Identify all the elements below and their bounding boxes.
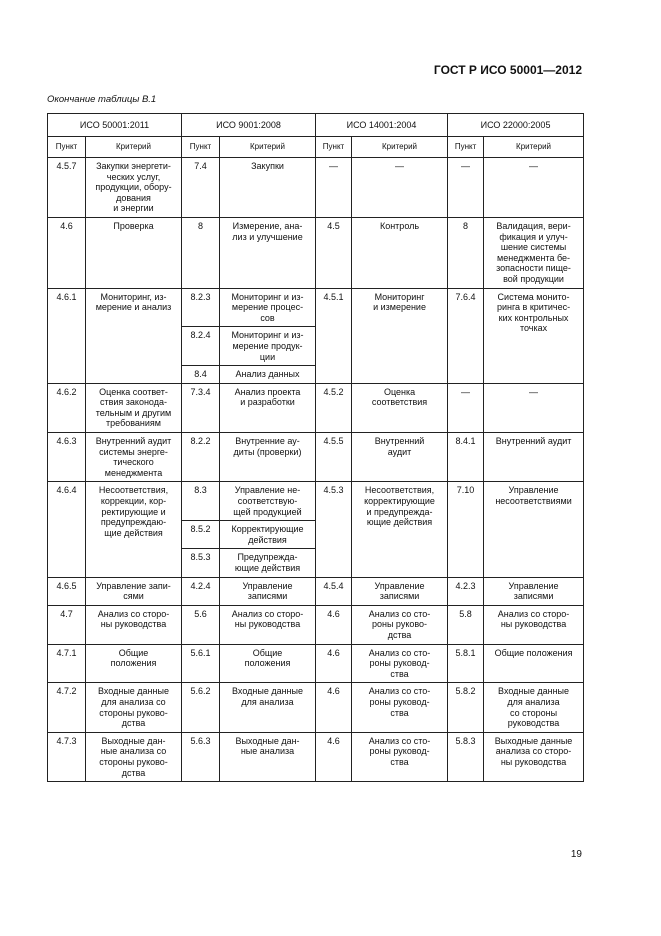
table-row	[48, 644, 584, 683]
cell: Несоответствия, корректирующие и предупрежда- ющие действия	[352, 482, 448, 577]
cell: Предупрежда- ющие действия	[220, 549, 316, 577]
cell: —	[448, 158, 484, 218]
cell: 4.6.2	[48, 383, 86, 432]
table-row	[48, 383, 584, 432]
cell: 4.6	[316, 605, 352, 644]
cell: Выходные дан- ные анализа	[220, 732, 316, 781]
subheader-clause: Пункт	[182, 137, 220, 158]
cell: 8.2.2	[182, 433, 220, 482]
cell: 5.8	[448, 605, 484, 644]
cell: Валидация, вери- фикация и улуч- шение системы менеджмента бе- зопасности пище- вой продукции	[484, 217, 584, 288]
cell: 4.6.5	[48, 577, 86, 605]
cell: 4.7	[48, 605, 86, 644]
cell: 4.6.3	[48, 433, 86, 482]
group-header-iso14001: ИСО 14001:2004	[316, 114, 448, 137]
cell: 8.2.4	[182, 327, 220, 366]
cell: 4.6	[316, 644, 352, 683]
cell: 8.2.3	[182, 288, 220, 327]
cell: Внутренний аудит системы энерге- тического менеджмента	[86, 433, 182, 482]
cell: Внутренний аудит	[352, 433, 448, 482]
cell: Анализ со сторо- ны руководства	[86, 605, 182, 644]
cell: Контроль	[352, 217, 448, 288]
cell: —	[448, 383, 484, 432]
cell: Управление не- соответствую- щей продукцией	[220, 482, 316, 521]
cell: 5.6.1	[182, 644, 220, 683]
cell: 5.8.1	[448, 644, 484, 683]
cell: Общие положения	[86, 644, 182, 683]
cell: —	[484, 158, 584, 218]
cell: Анализ со сторо- ны руководства	[484, 605, 584, 644]
cell: 4.7.3	[48, 732, 86, 781]
cell: 5.6.3	[182, 732, 220, 781]
cell: Мониторинг, из- мерение и анализ	[86, 288, 182, 383]
table-row	[48, 732, 584, 781]
cell: Закупки энергети- ческих услуг, продукции, обору- дования и энергии	[86, 158, 182, 218]
cell: —	[484, 383, 584, 432]
cell: 4.6	[48, 217, 86, 288]
cell: Оценка соответствия	[352, 383, 448, 432]
cell: Управление записями	[220, 577, 316, 605]
cell: 4.5.4	[316, 577, 352, 605]
cell: 4.7.1	[48, 644, 86, 683]
cell: 8.3	[182, 482, 220, 521]
cell: 5.6.2	[182, 683, 220, 732]
cell: 4.5.3	[316, 482, 352, 577]
cell: —	[316, 158, 352, 218]
subheader-criterion: Критерий	[220, 137, 316, 158]
cell: 4.2.3	[448, 577, 484, 605]
cell: Анализ проекта и разработки	[220, 383, 316, 432]
cell: 4.5.7	[48, 158, 86, 218]
cell: Анализ со сто- роны руковод- ства	[352, 732, 448, 781]
cell: 8.5.3	[182, 549, 220, 577]
cell: Управление несоответствиями	[484, 482, 584, 577]
cell: 5.8.3	[448, 732, 484, 781]
cell: Управление записями	[484, 577, 584, 605]
cell: Оценка соответ- ствия законода- тельным и другим требованиям	[86, 383, 182, 432]
subheader-clause: Пункт	[316, 137, 352, 158]
cell: Анализ данных	[220, 366, 316, 384]
subheader-criterion: Критерий	[86, 137, 182, 158]
table-row	[48, 158, 584, 218]
cell: Несоответствия, коррекции, кор- ректирующие и предупреждаю- щие действия	[86, 482, 182, 577]
cell: Мониторинг и из- мерение процес- сов	[220, 288, 316, 327]
page-number: 19	[570, 849, 582, 860]
cell: Измерение, ана- лиз и улучшение	[220, 217, 316, 288]
table-row	[48, 217, 584, 288]
cell: Управление запи- сями	[86, 577, 182, 605]
cell: Входные данные для анализа со стороны руково- дства	[86, 683, 182, 732]
cell: 4.5.1	[316, 288, 352, 383]
cell: Анализ со сто- роны руковод- ства	[352, 683, 448, 732]
table-row	[48, 577, 584, 605]
cell: 4.5.2	[316, 383, 352, 432]
cell: Корректирующие действия	[220, 521, 316, 549]
document-id: ГОСТ Р ИСО 50001—2012	[433, 63, 582, 77]
table-caption: Окончание таблицы В.1	[47, 94, 157, 105]
cell: Входные данные для анализа	[220, 683, 316, 732]
cell: Анализ со сторо- ны руководства	[220, 605, 316, 644]
cell: 5.8.2	[448, 683, 484, 732]
cell: 4.6.1	[48, 288, 86, 383]
cell: Управление записями	[352, 577, 448, 605]
cell: Общие положения	[484, 644, 584, 683]
cell: 4.6.4	[48, 482, 86, 577]
cell: Анализ со сто- роны руковод- ства	[352, 644, 448, 683]
subheader-clause: Пункт	[48, 137, 86, 158]
cell: 4.7.2	[48, 683, 86, 732]
cell: 5.6	[182, 605, 220, 644]
cell: 8.4	[182, 366, 220, 384]
cell: 4.6	[316, 683, 352, 732]
cell: Проверка	[86, 217, 182, 288]
cell: 4.5.5	[316, 433, 352, 482]
cell: 7.10	[448, 482, 484, 577]
cell: 8.4.1	[448, 433, 484, 482]
subheader-criterion: Критерий	[484, 137, 584, 158]
cell: Общие положения	[220, 644, 316, 683]
cell: Выходные дан- ные анализа со стороны руково- дства	[86, 732, 182, 781]
table-row	[48, 288, 584, 327]
cell: Внутренние ау- диты (проверки)	[220, 433, 316, 482]
subheader-clause: Пункт	[448, 137, 484, 158]
cell: 4.5	[316, 217, 352, 288]
cell: Мониторинг и измерение	[352, 288, 448, 383]
group-header-iso22000: ИСО 22000:2005	[448, 114, 584, 137]
group-header-iso50001: ИСО 50001:2011	[48, 114, 182, 137]
cell: Анализ со сто- роны руково- дства	[352, 605, 448, 644]
cell: Внутренний аудит	[484, 433, 584, 482]
cell: 8.5.2	[182, 521, 220, 549]
cell: Мониторинг и из- мерение продук- ции	[220, 327, 316, 366]
cell: —	[352, 158, 448, 218]
cell: 8	[448, 217, 484, 288]
cell: 7.6.4	[448, 288, 484, 383]
cell: 7.4	[182, 158, 220, 218]
table-row	[48, 482, 584, 521]
group-header-iso9001: ИСО 9001:2008	[182, 114, 316, 137]
cell: 8	[182, 217, 220, 288]
cell: Входные данные для анализа со стороны руководства	[484, 683, 584, 732]
cell: Выходные данные анализа со сторо- ны руководства	[484, 732, 584, 781]
table-row	[48, 433, 584, 482]
cell: 4.2.4	[182, 577, 220, 605]
table-row	[48, 605, 584, 644]
cell: 4.6	[316, 732, 352, 781]
table-row	[48, 683, 584, 732]
subheader-criterion: Критерий	[352, 137, 448, 158]
cell: Система монито- ринга в критичес- ких контрольных точках	[484, 288, 584, 383]
standards-comparison-table	[47, 113, 584, 782]
cell: Закупки	[220, 158, 316, 218]
cell: 7.3.4	[182, 383, 220, 432]
